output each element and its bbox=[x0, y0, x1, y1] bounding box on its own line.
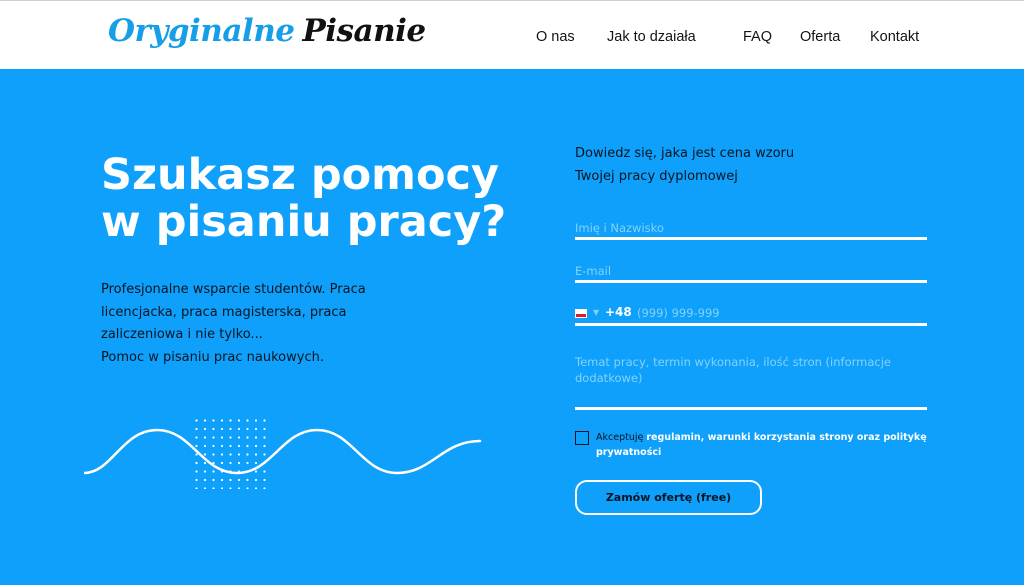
phone-placeholder: (999) 999-999 bbox=[637, 306, 720, 320]
hero-title-line-1: Szukasz pomocy bbox=[101, 150, 500, 200]
consent-prefix: Akceptuję bbox=[596, 432, 644, 443]
consent-link-terms[interactable]: regulamin, warunki korzystania strony oraz politykę bbox=[646, 432, 927, 443]
hero-title bbox=[101, 152, 521, 246]
chevron-down-icon[interactable]: ▼ bbox=[593, 308, 600, 317]
topic-placeholder-line-1: Temat pracy, termin wykonania, ilość stron (informacje bbox=[575, 355, 891, 369]
hero-text-line-1: Profesjonalne wsparcie studentów. Praca bbox=[101, 282, 366, 297]
form-heading bbox=[575, 143, 875, 188]
poland-flag-icon[interactable] bbox=[575, 309, 587, 318]
hero-text-line-3: zaliczeniowa i nie tylko... bbox=[101, 327, 263, 342]
topic-placeholder bbox=[575, 354, 891, 386]
topic-placeholder-line-2: dodatkowe) bbox=[575, 371, 643, 385]
logo-part-oryginalne: Oryginalne bbox=[108, 13, 295, 49]
logo-part-pisanie: Pisanie bbox=[302, 13, 426, 49]
consent-link-privacy[interactable]: prywatności bbox=[596, 447, 662, 458]
form-heading-line-2: Twojej pracy dyplomowej bbox=[575, 168, 738, 184]
wave-line bbox=[84, 430, 480, 473]
topic-textarea[interactable] bbox=[575, 352, 927, 410]
hero-title-line-2: w pisaniu pracy? bbox=[101, 197, 507, 247]
site-header bbox=[0, 0, 1024, 69]
hero-text-line-4: Pomoc w pisaniu prac naukowych. bbox=[101, 349, 324, 365]
hero-text-line-2: licencjacka, praca magisterska, praca bbox=[101, 304, 347, 320]
name-placeholder: Imię i Nazwisko bbox=[575, 221, 664, 235]
nav-kontakt[interactable]: Kontakt bbox=[870, 29, 920, 45]
nav-jak-to-dziala[interactable]: Jak to dzaiała bbox=[607, 29, 696, 45]
phone-prefix: +48 bbox=[605, 305, 632, 319]
form-heading-line-1: Dowiedz się, jaka jest cena wzoru bbox=[575, 146, 795, 161]
email-field[interactable] bbox=[575, 262, 927, 283]
consent-checkbox[interactable] bbox=[575, 431, 589, 445]
phone-field[interactable] bbox=[575, 305, 927, 326]
name-field[interactable] bbox=[575, 219, 927, 240]
nav-oferta[interactable]: Oferta bbox=[800, 29, 841, 45]
nav-o-nas[interactable]: O nas bbox=[536, 29, 575, 45]
dot-grid bbox=[194, 417, 266, 489]
wave-icon bbox=[84, 410, 484, 490]
email-placeholder: E-mail bbox=[575, 264, 612, 278]
hero-description bbox=[101, 279, 411, 369]
consent-text bbox=[596, 430, 936, 460]
order-offer-button[interactable]: Zamów ofertę (free) bbox=[575, 480, 762, 515]
nav-faq[interactable]: FAQ bbox=[743, 29, 773, 45]
logo[interactable] bbox=[108, 13, 426, 49]
